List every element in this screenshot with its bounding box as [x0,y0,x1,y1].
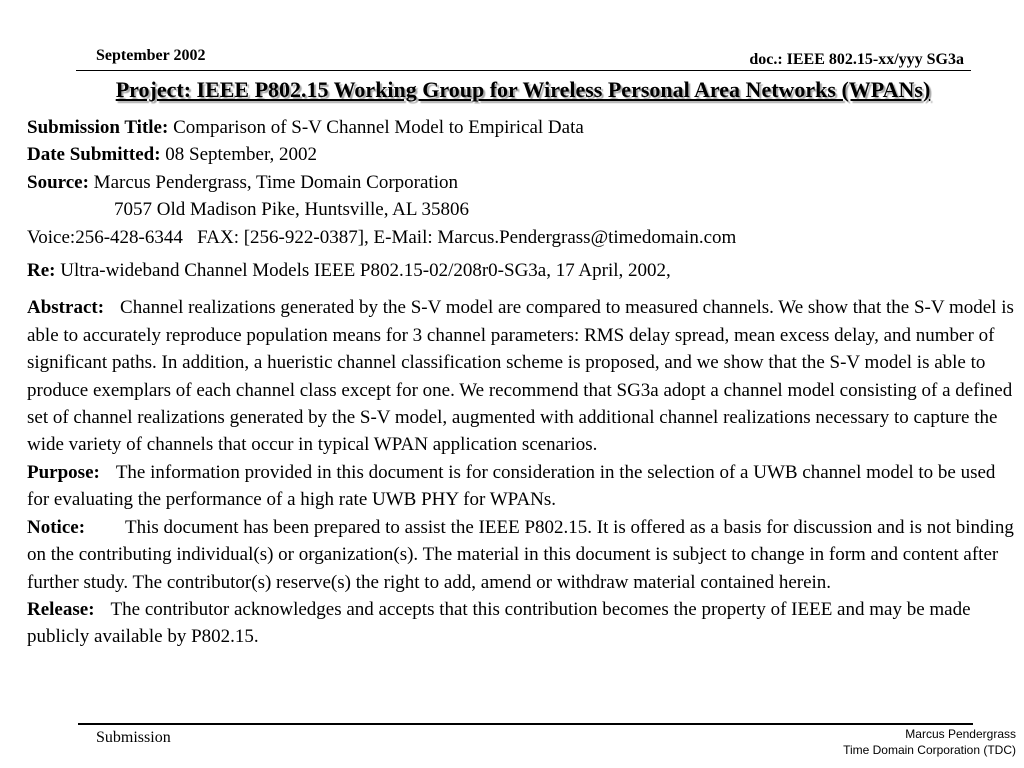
release-label: Release: [27,598,95,620]
footer-author-block [843,726,1016,758]
re-line [27,257,1020,284]
source-contact: Voice:256-428-6344 FAX: [256-922-0387], E-Mail: Marcus.Pendergrass@timedomain.com [27,226,737,248]
re-label: Re: [27,260,56,282]
footer-submission: Submission [96,729,171,746]
abstract-label: Abstract: [27,297,105,319]
header-date: September 2002 [96,47,206,64]
source-line [27,169,1020,196]
purpose-text: The information provided in this document is for consideration in the selection of a UWB channel model to be used for evaluating the performance of a high rate UWB PHY for WPANs. [27,461,996,511]
source-value: Marcus Pendergrass, Time Domain Corporation [93,171,458,193]
source-address: 7057 Old Madison Pike, Huntsville, AL 35806 [114,199,470,221]
submission-title-line [27,114,1020,141]
abstract-paragraph [27,294,1020,458]
footer-divider [78,723,973,725]
footer-author: Marcus Pendergrass [905,727,1016,741]
date-submitted-value: 08 September, 2002 [165,144,318,166]
purpose-label: Purpose: [27,461,100,483]
project-title: Project: IEEE P802.15 Working Group for Wireless Personal Area Networks (WPANs) [115,77,931,102]
purpose-paragraph [27,459,1020,514]
re-value: Ultra-wideband Channel Models IEEE P802.15-02/208r0-SG3a, 17 April, 2002, [60,260,671,282]
release-text: The contributor acknowledges and accepts that this contribution becomes the property of IEEE and may be made publicly available by P802.15. [27,598,971,648]
release-paragraph [27,596,1020,651]
document-body [27,114,1020,651]
date-submitted-label: Date Submitted: [27,144,161,166]
submission-title-label: Submission Title: [27,117,169,138]
notice-label: Notice: [27,516,86,538]
source-label: Source: [27,171,89,193]
header-divider [76,70,971,71]
submission-title-value: Comparison of S-V Channel Model to Empirical Data [173,117,584,138]
date-submitted-line [27,141,1020,168]
abstract-text: Channel realizations generated by the S-V model are compared to measured channels. We show that the S-V model is able to accurately reproduce population means for 3 channel parameters: RMS delay spread, mean excess delay, and number of significant paths. In addition, a hueristic channel classification scheme is proposed, and we show that the S-V model is able to produce exemplars of each channel class except for one. We recommend that SG3a adopt a channel model consisting of a defined set of channel realizations generated by the S-V model, augmented with additional channel realizations necessary to capture the wide variety of channels that occur in typical WPAN application scenarios. [27,297,1014,456]
header-doc-id: doc.: IEEE 802.15-xx/yyy SG3a [749,51,964,68]
footer-org: Time Domain Corporation (TDC) [843,743,1016,757]
notice-paragraph [27,514,1020,596]
notice-text: This document has been prepared to assist the IEEE P802.15. It is offered as a basis for discussion and is not binding on the contributing individual(s) or organization(s). The material in this document is subject to change in form and content after further study. The contributor(s) reserve(s) the right to add, amend or withdraw material contained herein. [27,516,1014,593]
